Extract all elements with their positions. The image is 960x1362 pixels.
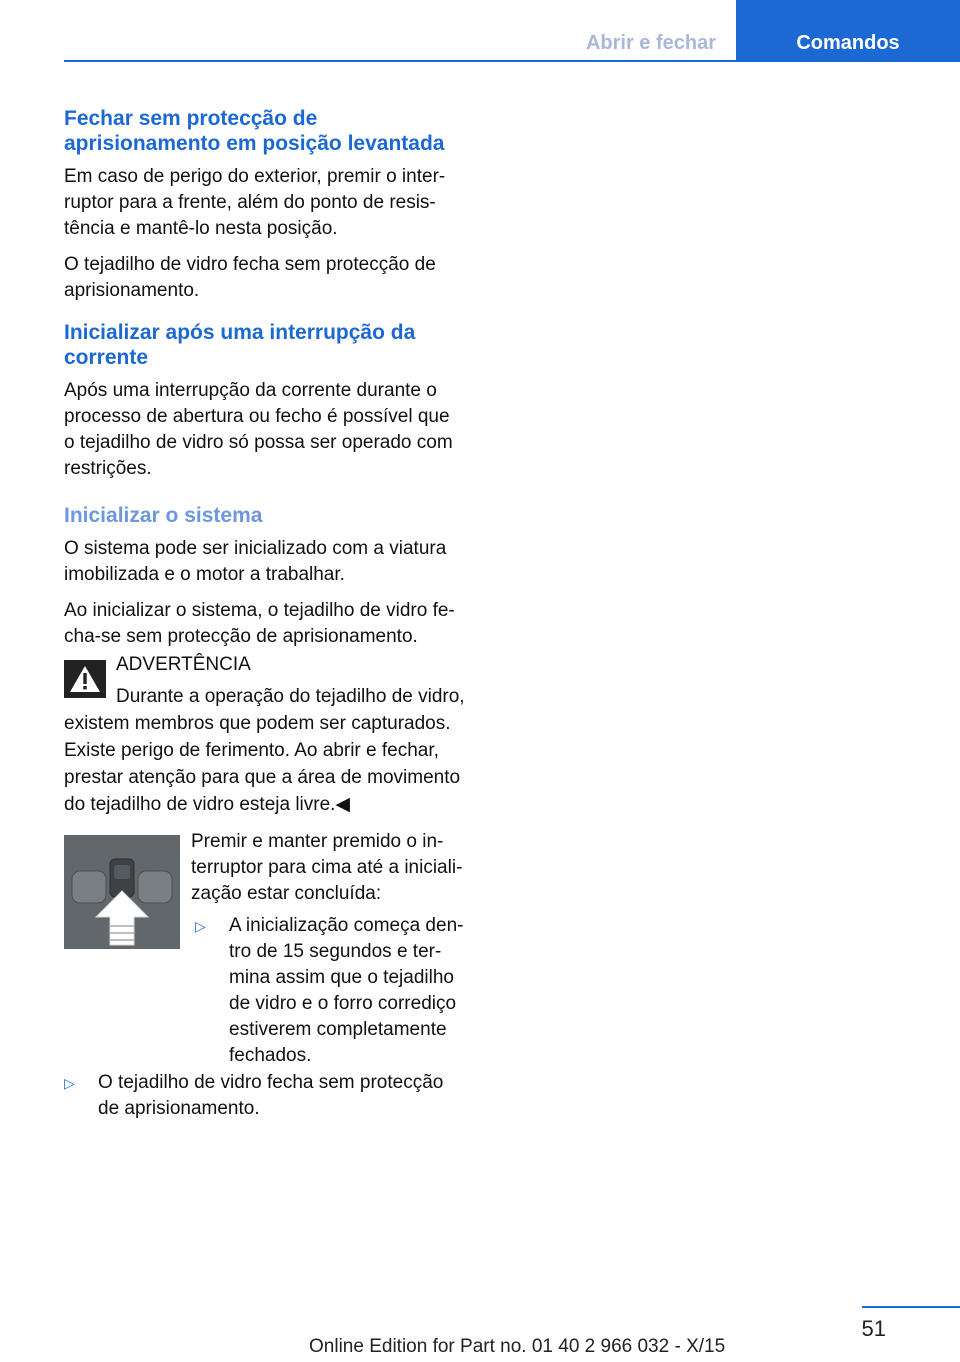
header-tab-comandos[interactable]: Comandos — [736, 0, 960, 62]
section-title: Inicializar após uma interrupção da corrente — [64, 321, 416, 369]
paragraph: O tejadilho de vidro fecha sem protecção de aprisionamento. — [64, 254, 436, 301]
paragraph: Após uma interrupção da corrente durante o processo de abertura ou fecho é possível que o tejadilho de vidro só possa ser operado com restrições. — [64, 380, 453, 479]
edition-note: Online Edition for Part no. 01 40 2 966 032 - X/15 — [309, 1336, 726, 1357]
section-title: Fechar sem protecção de aprisionamento em posição levantada — [64, 107, 445, 155]
header-tab-abrir-e-fechar[interactable]: Abrir e fechar — [585, 32, 717, 54]
warning-text: Durante a operação do tejadilho de vidro, existem membros que podem ser capturados. Existe perigo de ferimento. Ao abrir e fechar, prestar atenção para que a área de movimento do tejadilho de vidro esteja livre.◀ — [64, 686, 465, 815]
section-title: Inicializar o sistema — [64, 504, 263, 527]
section-fechar — [64, 106, 478, 304]
paragraph: Ao inicializar o sistema, o tejadilho de vidro fe‐ cha-se sem protecção de aprisionamento. — [64, 600, 455, 647]
list-item: ▷ A inicialização começa den‐ tro de 15 segundos e ter‐ mina assim que o tejadilho de vidro e o forro corrediço estiverem completamente fechados. — [195, 913, 485, 1069]
warning-title: ADVERTÊNCIA — [116, 654, 251, 675]
bullet-triangle-icon: ▷ — [195, 918, 206, 934]
switch-photo — [64, 835, 180, 949]
list-item: ▷ O tejadilho de vidro fecha sem protecção de aprisionamento. — [64, 1070, 484, 1122]
footer-rule — [862, 1306, 960, 1308]
section-inicializar-interrupcao — [64, 320, 478, 482]
bullet-triangle-icon: ▷ — [64, 1075, 75, 1091]
paragraph: Em caso de perigo do exterior, premir o inter‐ ruptor para a frente, além do ponto de resis‐ tência e mantê-lo nesta posição. — [64, 166, 446, 239]
paragraph: O sistema pode ser inicializado com a viatura imobilizada e o motor a trabalhar. — [64, 538, 447, 585]
section-inicializar-sistema — [64, 503, 478, 650]
instruction-text: Premir e manter premido o in‐ terruptor para cima até a iniciali‐ zação estar concluída: — [191, 831, 463, 904]
page-number: 51 — [861, 1316, 886, 1341]
header-rule — [64, 60, 960, 62]
